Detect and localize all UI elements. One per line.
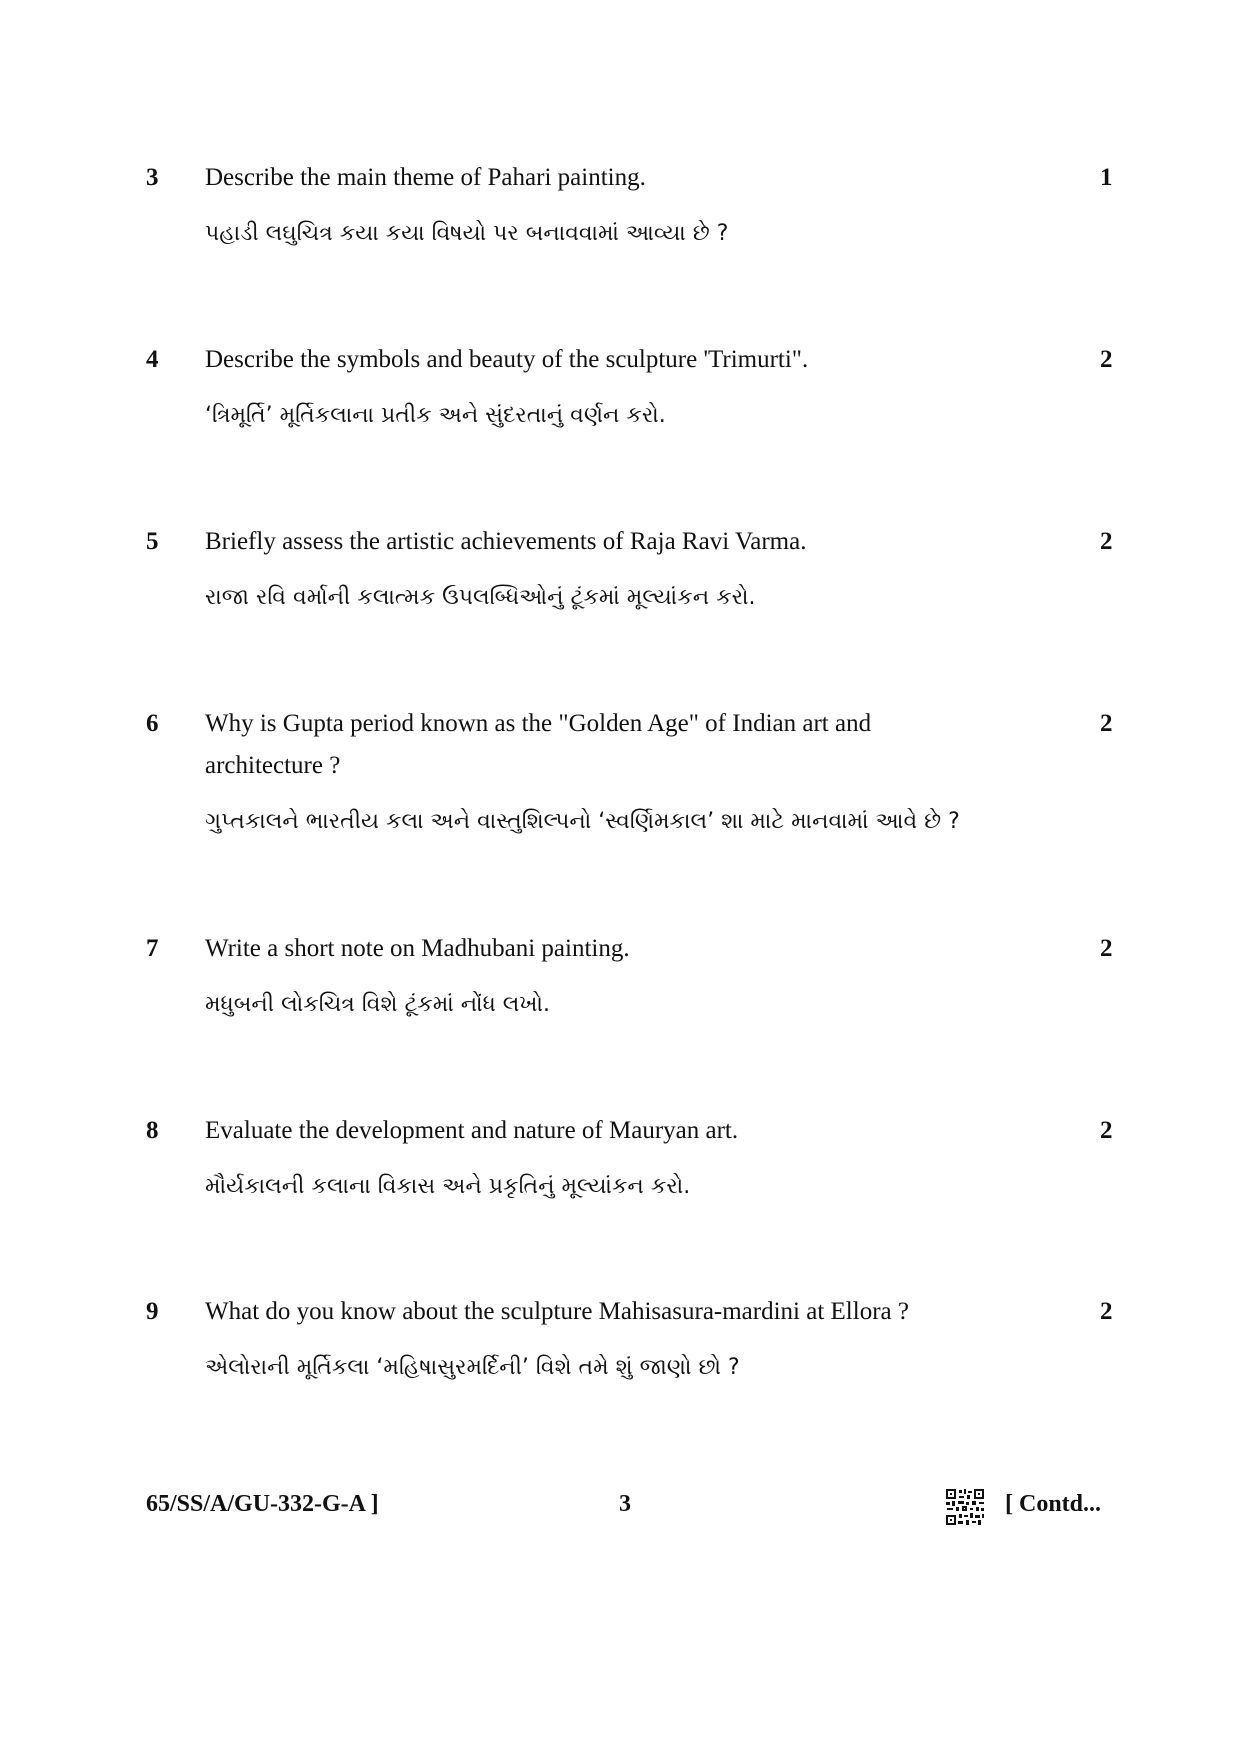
question-text-english: What do you know about the sculpture Mahisasura-mardini at Ellora ? <box>205 1298 909 1325</box>
question-number: 7 <box>146 935 159 962</box>
question-marks: 2 <box>1100 346 1113 373</box>
paper-code: 65/SS/A/GU-332-G-A ] <box>146 1491 379 1517</box>
question-text-english: Evaluate the development and nature of Mauryan art. <box>205 1117 739 1144</box>
question-marks: 2 <box>1100 935 1113 962</box>
question-text-english: Briefly assess the artistic achievements of Raja Ravi Varma. <box>205 528 807 555</box>
question-text-gujarati: ‘ત્રિમૂર્તિ’ મૂર્તિકલાના પ્રતીક અને સુંદરતાનું વર્ણન કરો. <box>205 403 666 428</box>
page-number: 3 <box>619 1491 631 1517</box>
question-text-gujarati: એલોરાની મૂર્તિકલા ‘મહિષાસુરમર્દિની’ વિશે તમે શું જાણો છો ? <box>205 1355 740 1380</box>
question-number: 8 <box>146 1117 159 1144</box>
question-text-gujarati: મધુબની લોકચિત્ર વિશે ટૂંકમાં નોંધ લખો. <box>205 992 551 1017</box>
question-text-gujarati: મૌર્યકાલની કલાના વિકાસ અને પ્રકૃતિનું મૂલ્યાંકન કરો. <box>205 1174 691 1199</box>
continued-label: [ Contd... <box>1005 1491 1102 1517</box>
question-text-gujarati: રાજા રવિ વર્માની કલાત્મક ઉપલબ્ધિઓનું ટૂંકમાં મૂલ્યાંકન કરો. <box>205 585 756 610</box>
question-marks: 2 <box>1100 1298 1113 1325</box>
question-text-english: Describe the symbols and beauty of the sculpture 'Trimurti". <box>205 346 809 373</box>
page-footer <box>0 1486 1240 1526</box>
question-text-english: Describe the main theme of Pahari painting. <box>205 164 646 191</box>
question-text-english: Write a short note on Madhubani painting. <box>205 935 630 962</box>
question-text-english: Why is Gupta period known as the "Golden Age" of Indian art and architecture ? <box>205 710 872 779</box>
question-marks: 2 <box>1100 528 1113 555</box>
question-number: 9 <box>146 1298 159 1325</box>
question-number: 4 <box>146 346 159 373</box>
question-number: 3 <box>146 164 159 191</box>
question-marks: 2 <box>1100 1117 1113 1144</box>
question-text-gujarati: પહાડી લઘુચિત્ર કયા કયા વિષયો પર બનાવવામાં આવ્યા છે ? <box>205 221 729 246</box>
question-marks: 2 <box>1100 710 1113 737</box>
question-number: 5 <box>146 528 159 555</box>
question-number: 6 <box>146 710 159 737</box>
qr-code-icon <box>945 1488 985 1526</box>
question-marks: 1 <box>1100 164 1113 191</box>
question-text-gujarati: ગુપ્તકાલને ભારતીય કલા અને વાસ્તુશિલ્પનો ‘સ્વર્ણિમકાલ’ શા માટે માનવામાં આવે છે ? <box>205 809 960 834</box>
